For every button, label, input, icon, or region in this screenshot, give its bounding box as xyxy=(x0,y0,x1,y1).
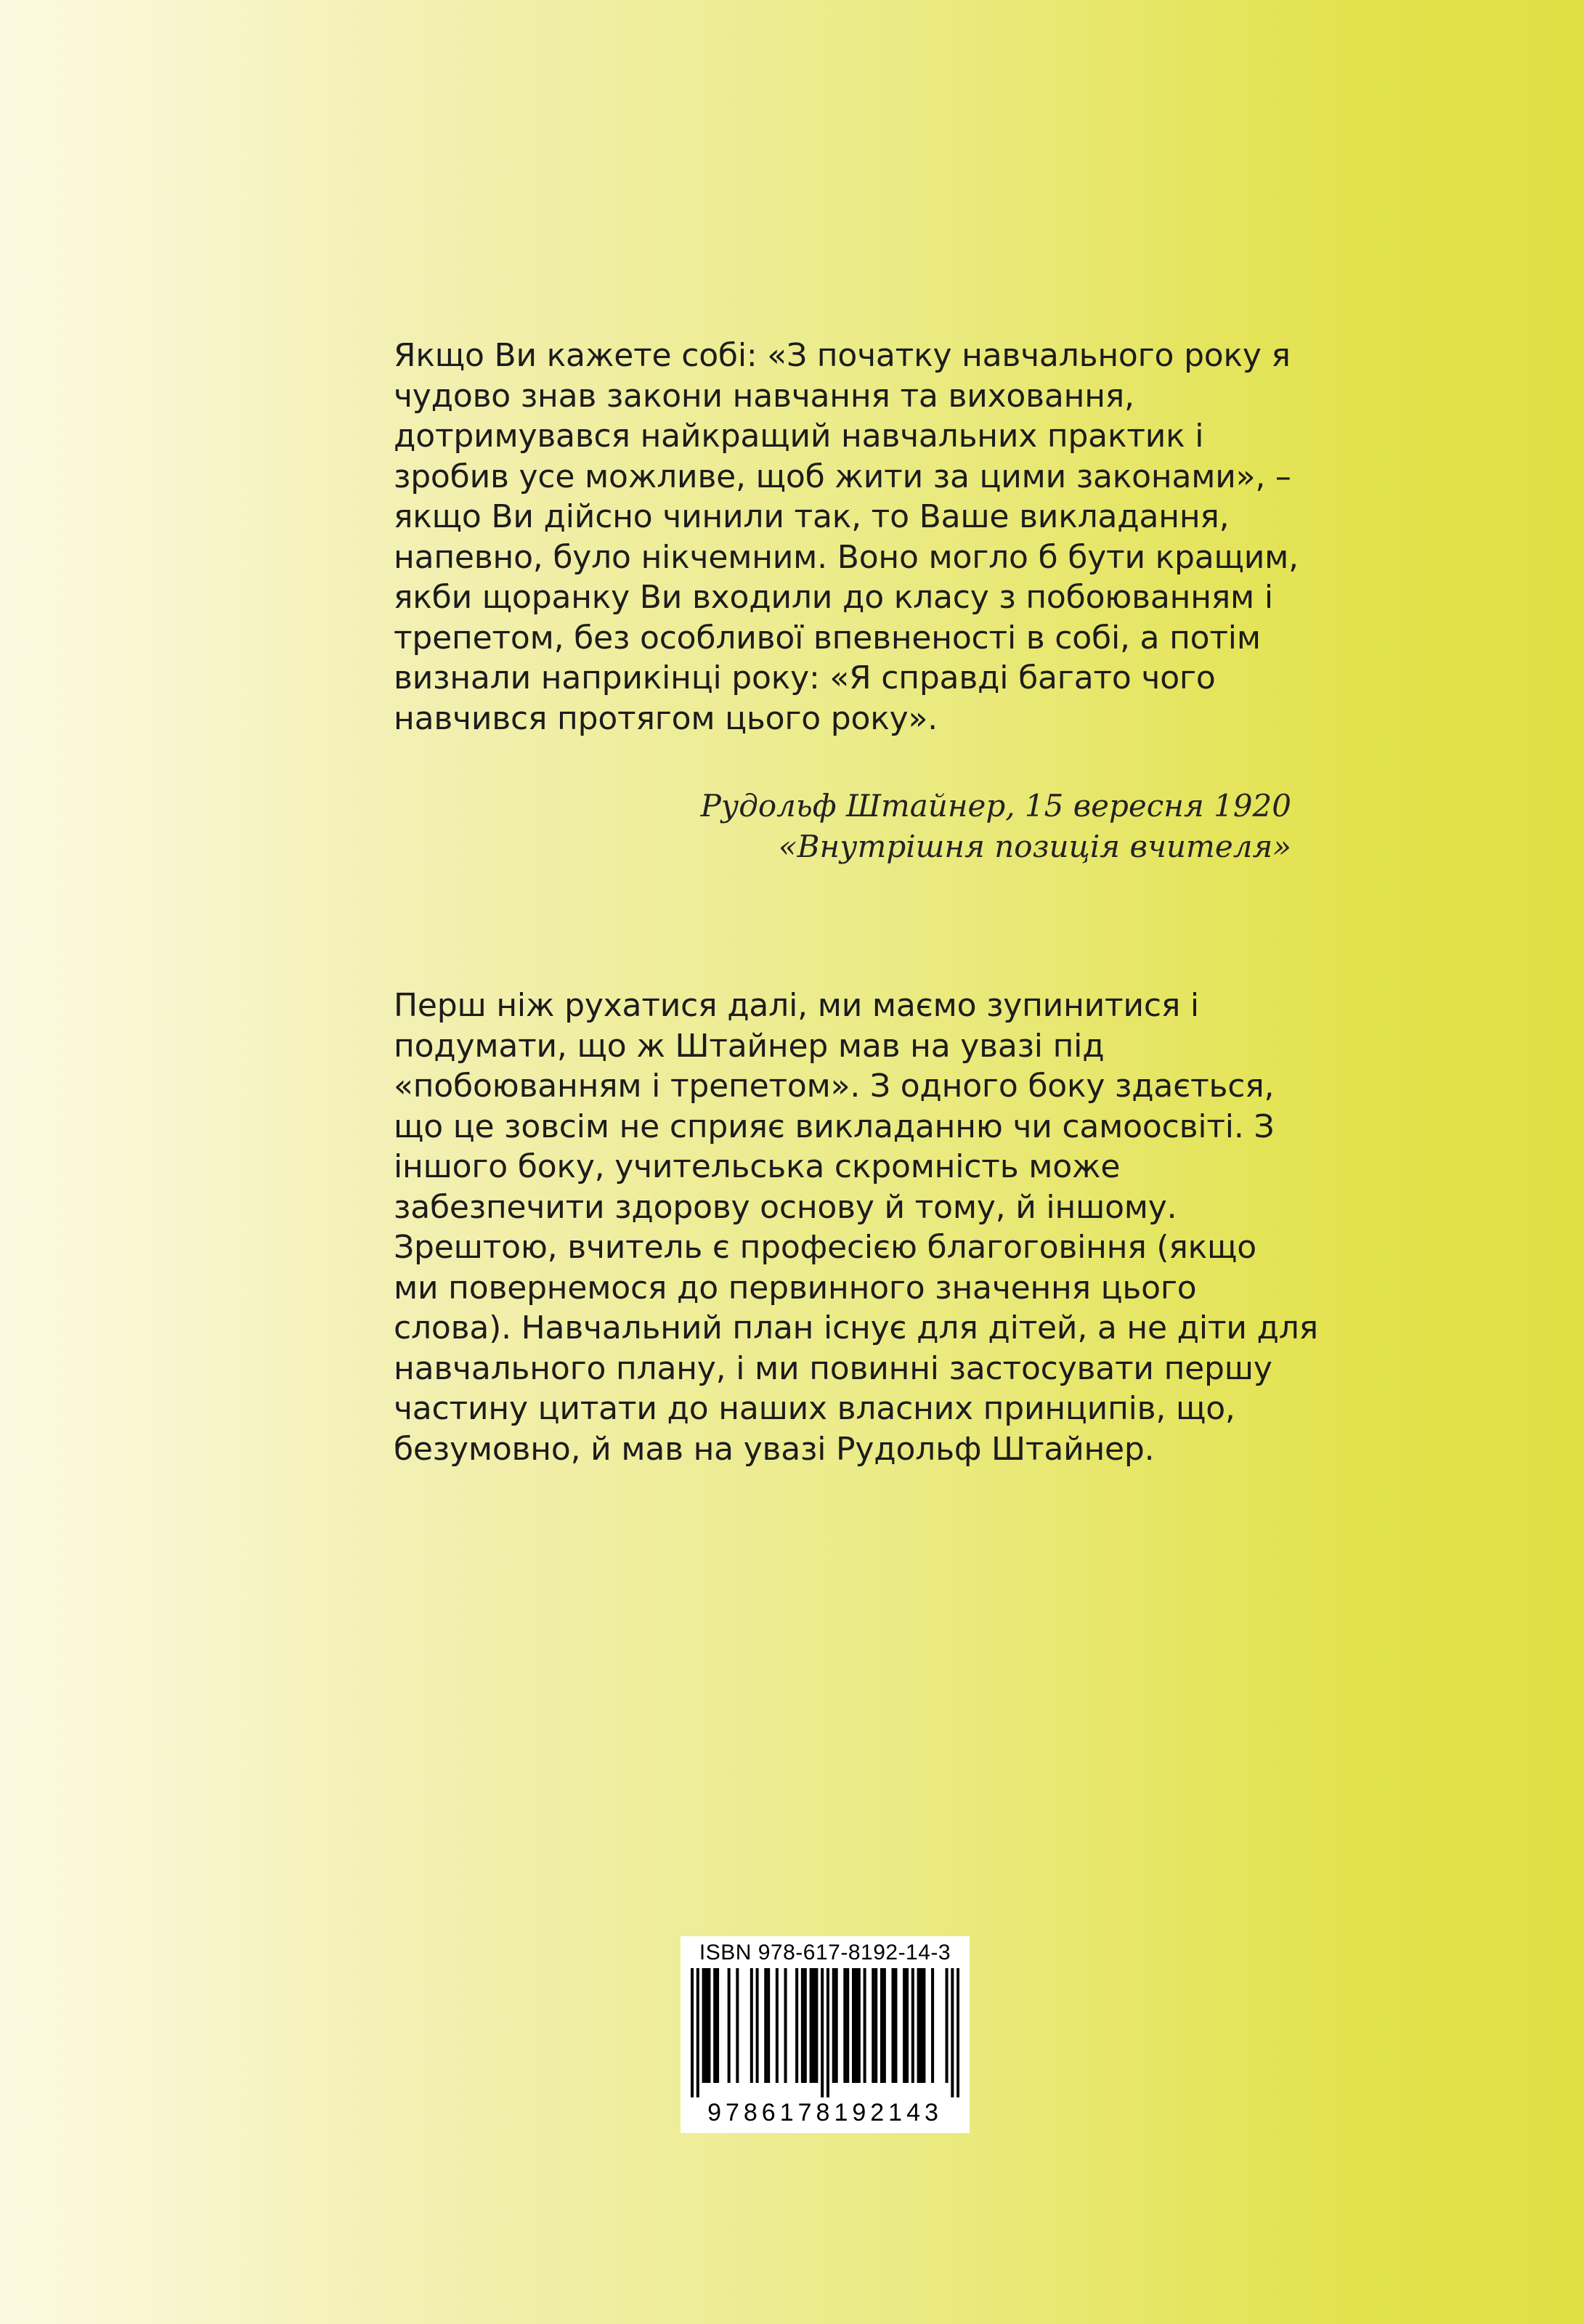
attribution-author: Рудольф Штайнер, 15 вересня 1920 xyxy=(700,788,1291,824)
attribution-source: «Внутрішня позиція вчителя» xyxy=(778,829,1291,864)
barcode-bar xyxy=(826,1968,829,2097)
barcode-bar xyxy=(756,1968,759,2083)
barcode-bar xyxy=(852,1968,855,2083)
quote-line: зробив усе можливе, щоб жити за цими законами», – xyxy=(394,458,1291,495)
barcode-bar xyxy=(855,1968,858,2083)
barcode-bar xyxy=(864,1968,866,2083)
barcode-bar xyxy=(917,1968,920,2083)
barcode-bar xyxy=(919,1968,922,2083)
reflection-line: подумати, що ж Штайнер мав на увазі під xyxy=(394,1027,1105,1065)
barcode-bar xyxy=(843,1968,846,2083)
reflection-line: ми повернемося до первинного значення цього xyxy=(394,1269,1197,1307)
barcode-bar xyxy=(691,1968,694,2097)
barcode-bar xyxy=(736,1968,739,2083)
reflection-line: іншого боку, учительська скромність може xyxy=(394,1148,1121,1185)
reflection-line: навчального плану, і ми повинні застосувати першу xyxy=(394,1349,1272,1387)
barcode-bar xyxy=(951,1968,954,2097)
barcode-bar xyxy=(784,1968,787,2083)
barcode-bar xyxy=(728,1968,731,2083)
barcode-bar xyxy=(707,1968,710,2083)
barcode-bar xyxy=(832,1968,835,2083)
barcode-bar xyxy=(764,1968,767,2083)
steiner-quote xyxy=(394,336,1301,739)
quote-line: трепетом, без особливої впевненості в собі, а потім xyxy=(394,619,1261,657)
barcode-bar xyxy=(835,1968,838,2083)
barcode-bar xyxy=(894,1968,897,2083)
barcode-bar xyxy=(810,1968,813,2083)
reflection-paragraph xyxy=(394,986,1318,1469)
barcode-bar xyxy=(892,1968,895,2083)
barcode-bar xyxy=(801,1968,804,2083)
quote-line: визнали наприкінці року: «Я справді багато чого xyxy=(394,659,1216,696)
barcode-bar xyxy=(931,1968,934,2083)
barcode-bar xyxy=(821,1968,824,2097)
isbn-label: ISBN 978-617-8192-14-3 xyxy=(699,1941,951,1965)
ean-digits: 9786178192143 xyxy=(707,2099,943,2126)
reflection-line: забезпечити здорову основу й тому, й іншому. xyxy=(394,1188,1177,1226)
barcode-bar xyxy=(804,1968,807,2083)
quote-line: навчився протягом цього року». xyxy=(394,699,938,737)
barcode-bar xyxy=(713,1968,716,2083)
reflection-line: частину цитати до наших власних принципів, що, xyxy=(394,1390,1235,1427)
barcode-bar xyxy=(872,1968,874,2083)
quote-line: напевно, було нікчемним. Воно могло б бути кращим, xyxy=(394,538,1299,576)
barcode-bar xyxy=(946,1968,949,2083)
barcode-bar xyxy=(795,1968,798,2083)
barcode-bar xyxy=(702,1968,705,2083)
quote-attribution xyxy=(394,786,1291,867)
quote-line: дотримувався найкращий навчальних практик і xyxy=(394,418,1204,455)
barcode-bar xyxy=(776,1968,779,2083)
barcode-bar xyxy=(716,1968,719,2083)
reflection-line: безумовно, й мав на увазі Рудольф Штайнер. xyxy=(394,1430,1155,1468)
quote-line: Якщо Ви кажете собі: «З початку навчального року я xyxy=(394,337,1291,374)
reflection-line: Зрештою, вчитель є професією благоговіння (якщо xyxy=(394,1229,1256,1266)
barcode-bar xyxy=(767,1968,770,2083)
barcode-bar xyxy=(858,1968,861,2083)
barcode-bar xyxy=(815,1968,818,2083)
quote-line: чудово знав закони навчання та виховання, xyxy=(394,377,1134,415)
reflection-line: Перш ніж рухатися далі, ми маємо зупинитися і xyxy=(394,987,1199,1024)
barcode-bar xyxy=(903,1968,906,2083)
isbn-barcode xyxy=(681,1936,970,2133)
reflection-line: «побоюванням і трепетом». З одного боку здається, xyxy=(394,1068,1275,1105)
reflection-line: що це зовсім не сприяє викладанню чи самоосвіті. З xyxy=(394,1108,1275,1145)
barcode-bar xyxy=(750,1968,753,2083)
reflection-line: слова). Навчальний план існує для дітей, а не діти для xyxy=(394,1309,1318,1346)
quote-line: якщо Ви дійсно чинили так, то Ваше викладання, xyxy=(394,498,1230,535)
barcode-bar xyxy=(874,1968,877,2083)
barcode-bar xyxy=(911,1968,914,2083)
barcode-bar xyxy=(696,1968,699,2097)
barcode-bar xyxy=(880,1968,883,2083)
barcode-bars xyxy=(691,1968,959,2097)
quote-line: якби щоранку Ви входили до класу з побоюванням і xyxy=(394,579,1273,616)
barcode-bar xyxy=(883,1968,886,2083)
barcode-bar xyxy=(922,1968,925,2083)
barcode-bar xyxy=(906,1968,909,2083)
barcode-bar xyxy=(704,1968,707,2083)
barcode-bar xyxy=(812,1968,815,2083)
barcode-bar xyxy=(957,1968,959,2097)
barcode-bar xyxy=(846,1968,849,2083)
